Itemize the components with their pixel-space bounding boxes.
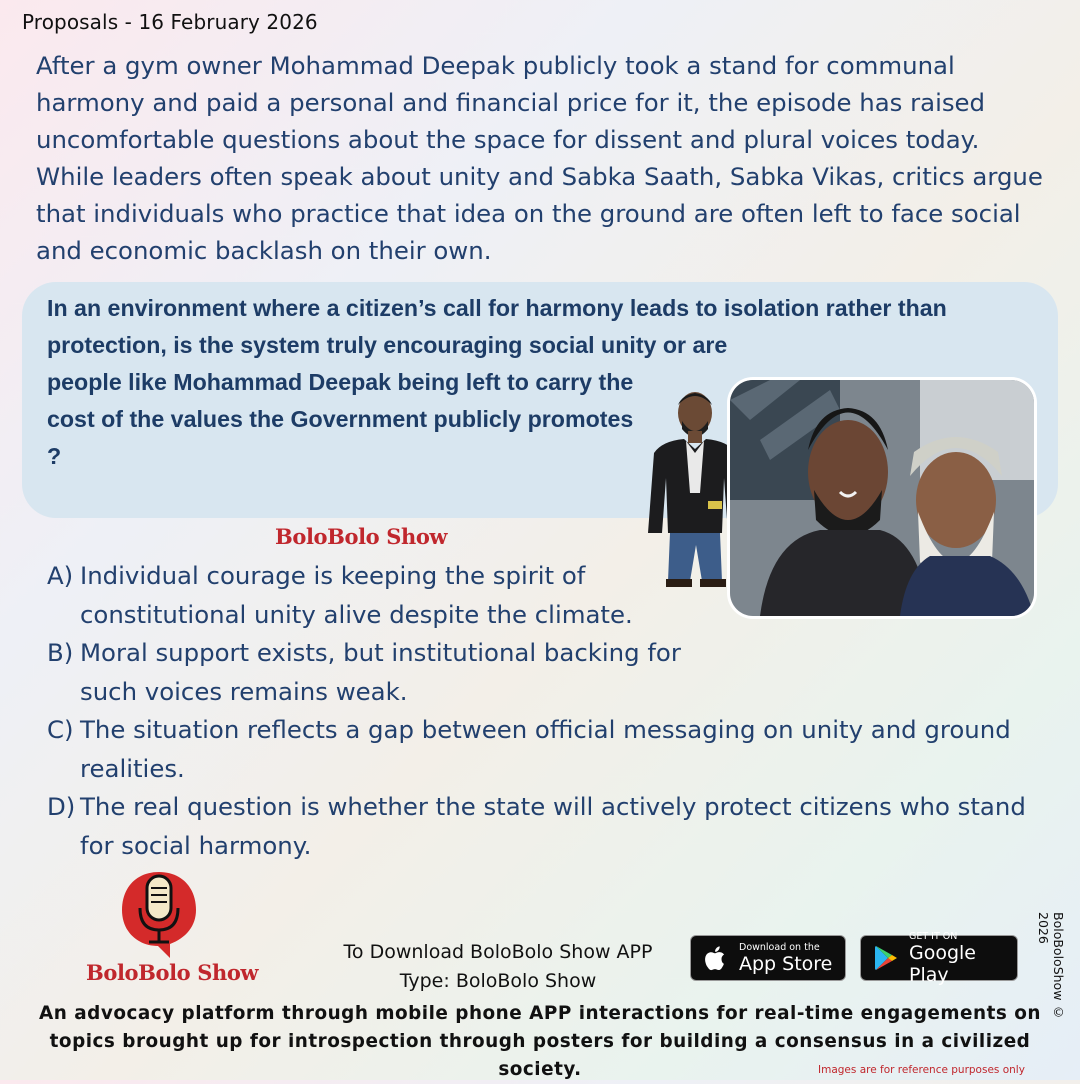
google-play-icon <box>871 943 901 973</box>
brand-wordmark: BoloBolo Show <box>275 524 448 549</box>
google-play-small-label: GET IT ON <box>909 930 958 942</box>
option-a[interactable] <box>47 557 1037 634</box>
option-letter: C) <box>47 715 74 744</box>
question-text-part1: In an environment where a citizen’s call for harmony leads to isolation rather than protection, is the system truly encouraging social unity or are <box>47 295 947 358</box>
page-header-date: Proposals - 16 February 2026 <box>22 10 318 34</box>
brand-wordmark-footer: BoloBolo Show <box>86 960 259 985</box>
google-play-button[interactable] <box>860 930 1018 986</box>
option-c[interactable] <box>47 711 1037 788</box>
option-text: Individual courage is keeping the spirit of constitutional unity alive despite the climate. <box>80 561 633 629</box>
download-line: To Download BoloBolo Show APP <box>343 941 653 963</box>
microphone-logo-icon <box>118 868 200 958</box>
option-letter: D) <box>47 792 76 821</box>
intro-paragraph: After a gym owner Mohammad Deepak publicly took a stand for communal harmony and paid a personal and financial price for it, the episode has raised uncomfortable questions about the space for dissent and plural voices today. While leaders often speak about unity and Sabka Saath, Sabka Vikas, critics argue that individuals who practice that idea on the ground are often left to face social and economic backlash on their own. <box>36 51 1043 265</box>
option-letter: A) <box>47 561 74 590</box>
image-disclaimer: Images are for reference purposes only <box>818 1064 1025 1076</box>
google-play-label: Google Play <box>909 941 977 986</box>
option-letter: B) <box>47 638 74 667</box>
option-text: The situation reflects a gap between official messaging on unity and ground realities. <box>80 715 1011 783</box>
option-text: Moral support exists, but institutional backing for such voices remains weak. <box>80 638 681 706</box>
option-text: The real question is whether the state will actively protect citizens who stand for social harmony. <box>80 792 1026 860</box>
apple-icon <box>701 943 731 973</box>
answer-options <box>47 557 1037 865</box>
copyright-notice: BoloBoloShow © 2026 <box>1036 912 1066 1020</box>
download-type-line: Type: BoloBolo Show <box>399 970 597 992</box>
platform-description: An advocacy platform through mobile phone APP interactions for real-time engagements on topics brought up for introspection through posters for building a consensus in a civilized society. <box>39 1003 1041 1080</box>
download-instructions <box>300 938 696 996</box>
app-store-label: App Store <box>739 952 833 975</box>
app-store-button[interactable] <box>690 935 846 981</box>
app-store-small-label: Download on the <box>739 941 820 953</box>
option-d[interactable] <box>47 788 1037 865</box>
option-b[interactable] <box>47 634 1037 711</box>
question-text-part2: people like Mohammad Deepak being left to carry the cost of the values the Government publicly promotes ? <box>47 369 634 469</box>
